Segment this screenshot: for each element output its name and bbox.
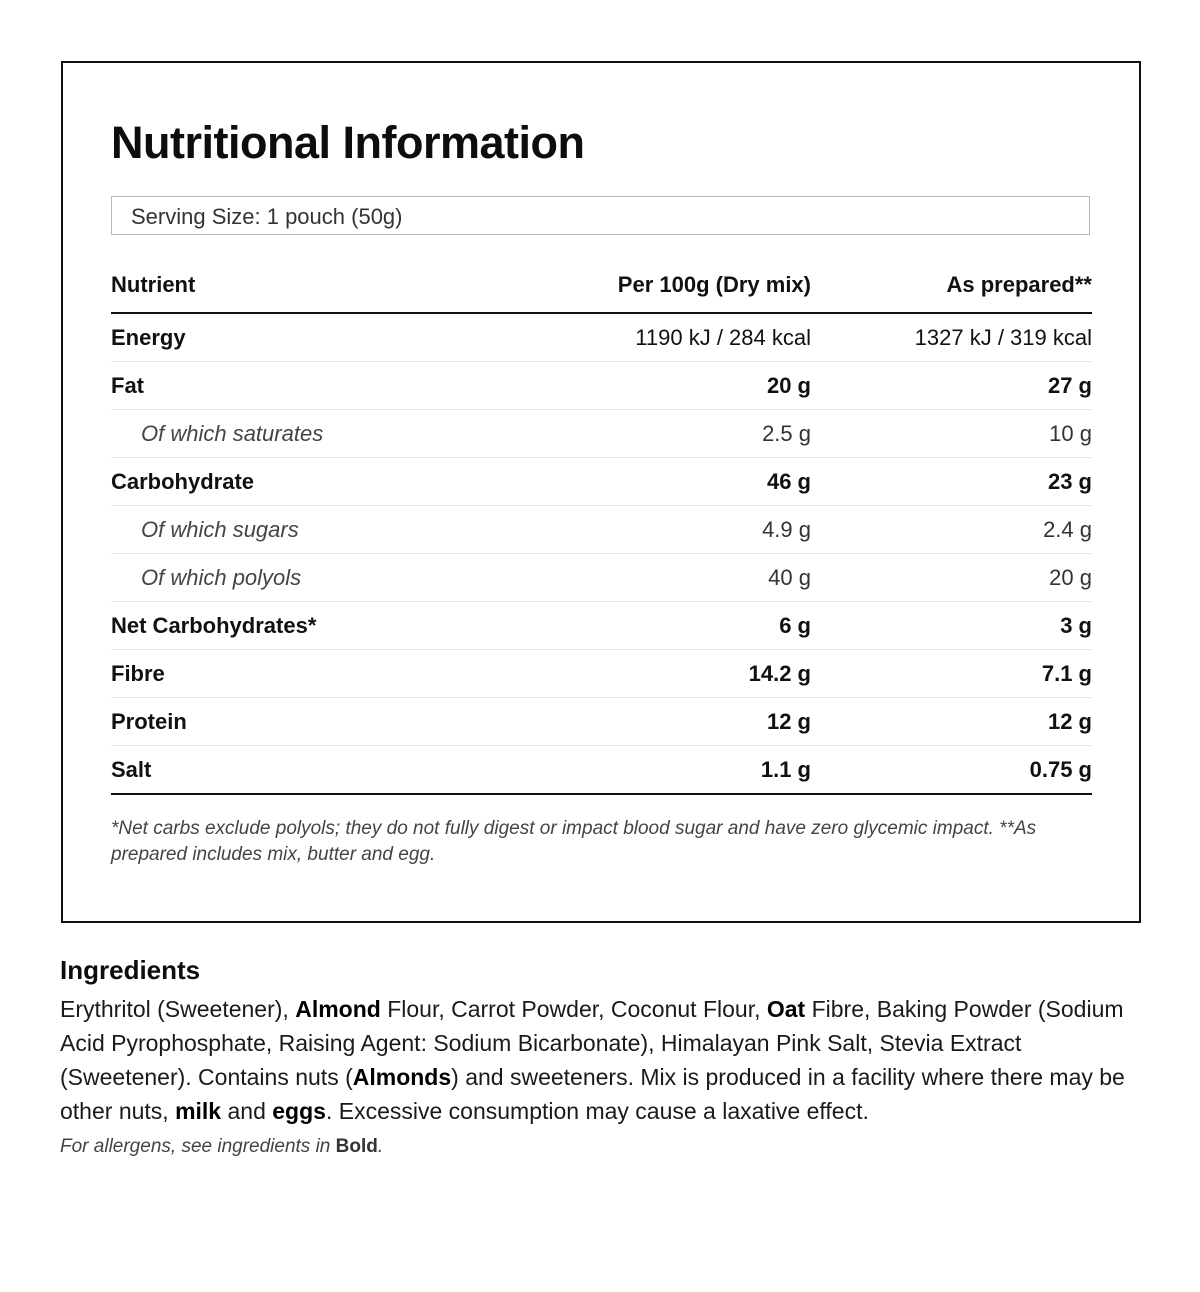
as-prepared-value: 10 g <box>811 410 1092 458</box>
table-row <box>111 698 1092 746</box>
table-row <box>111 410 1092 458</box>
as-prepared-value: 7.1 g <box>811 650 1092 698</box>
nutrient-name: Protein <box>111 698 531 746</box>
table-row <box>111 506 1092 554</box>
per-100g-value: 20 g <box>531 362 811 410</box>
ingredients-section <box>60 952 1140 1161</box>
table-row <box>111 458 1092 506</box>
nutrition-footnote: *Net carbs exclude polyols; they do not fully digest or impact blood sugar and have zero glycemic impact. **As prepared includes mix, butter and egg. <box>111 818 1037 865</box>
as-prepared-value: 1327 kJ / 319 kcal <box>811 313 1092 362</box>
table-row <box>111 602 1092 650</box>
nutrient-name: Of which polyols <box>111 554 531 602</box>
ingredients-title: Ingredients <box>60 955 201 985</box>
column-header-nutrient: Nutrient <box>111 258 531 313</box>
per-100g-value: 46 g <box>531 458 811 506</box>
ingredient-text-segment: ) and sweeteners. Mix is produced in a facility where there may be other nuts, <box>60 1064 1125 1124</box>
per-100g-value: 2.5 g <box>531 410 811 458</box>
nutrient-name: Energy <box>111 313 531 362</box>
table-row <box>111 746 1092 795</box>
allergen-eggs: eggs <box>272 1098 326 1124</box>
as-prepared-value: 27 g <box>811 362 1092 410</box>
allergen-almond: Almond <box>295 996 381 1022</box>
as-prepared-value: 20 g <box>811 554 1092 602</box>
as-prepared-value: 3 g <box>811 602 1092 650</box>
table-row <box>111 650 1092 698</box>
ingredient-text-segment: and <box>221 1098 273 1124</box>
table-row <box>111 313 1092 362</box>
nutrition-table <box>111 258 1092 795</box>
allergen-note-suffix: . <box>377 1136 384 1157</box>
per-100g-value: 1190 kJ / 284 kcal <box>531 313 811 362</box>
nutrient-name: Fat <box>111 362 531 410</box>
serving-size-box <box>111 196 1090 235</box>
allergen-note <box>60 1133 1140 1161</box>
ingredient-text-segment: Fibre, Baking Powder (Sodium Acid Pyrophosphate, Raising Agent: Sodium Bicarbonate), Himalayan Pink Salt, Stevia Extract (Sweetener). Contains nuts ( <box>60 996 1124 1090</box>
per-100g-value: 1.1 g <box>531 746 811 795</box>
per-100g-value: 12 g <box>531 698 811 746</box>
as-prepared-value: 12 g <box>811 698 1092 746</box>
allergen-almonds: Almonds <box>352 1064 452 1090</box>
ingredient-text-segment: Flour, Carrot Powder, Coconut Flour, <box>380 996 767 1022</box>
nutrient-name: Of which sugars <box>111 506 531 554</box>
per-100g-value: 4.9 g <box>531 506 811 554</box>
as-prepared-value: 2.4 g <box>811 506 1092 554</box>
allergen-note-bold: Bold <box>335 1136 378 1157</box>
ingredients-text <box>60 992 1140 1128</box>
nutrition-panel <box>61 61 1141 923</box>
ingredient-text-segment: . Excessive consumption may cause a laxative effect. <box>325 1098 869 1124</box>
ingredient-text-segment: Erythritol (Sweetener), <box>60 996 296 1022</box>
allergen-milk: milk <box>175 1098 222 1124</box>
per-100g-value: 14.2 g <box>531 650 811 698</box>
allergen-note-prefix: For allergens, see ingredients in <box>60 1136 336 1157</box>
nutrient-name: Net Carbohydrates* <box>111 602 531 650</box>
nutrient-name: Fibre <box>111 650 531 698</box>
allergen-oat: Oat <box>766 996 806 1022</box>
as-prepared-value: 0.75 g <box>811 746 1092 795</box>
column-header-as-prepared: As prepared** <box>811 258 1092 313</box>
nutrition-title: Nutritional Information <box>111 117 585 168</box>
table-row <box>111 554 1092 602</box>
column-header-per-100g: Per 100g (Dry mix) <box>531 258 811 313</box>
serving-size-text: Serving Size: 1 pouch (50g) <box>131 204 403 229</box>
nutrient-name: Of which saturates <box>111 410 531 458</box>
nutrient-name: Salt <box>111 746 531 795</box>
as-prepared-value: 23 g <box>811 458 1092 506</box>
table-header-row <box>111 258 1092 313</box>
nutrient-name: Carbohydrate <box>111 458 531 506</box>
table-row <box>111 362 1092 410</box>
per-100g-value: 6 g <box>531 602 811 650</box>
per-100g-value: 40 g <box>531 554 811 602</box>
